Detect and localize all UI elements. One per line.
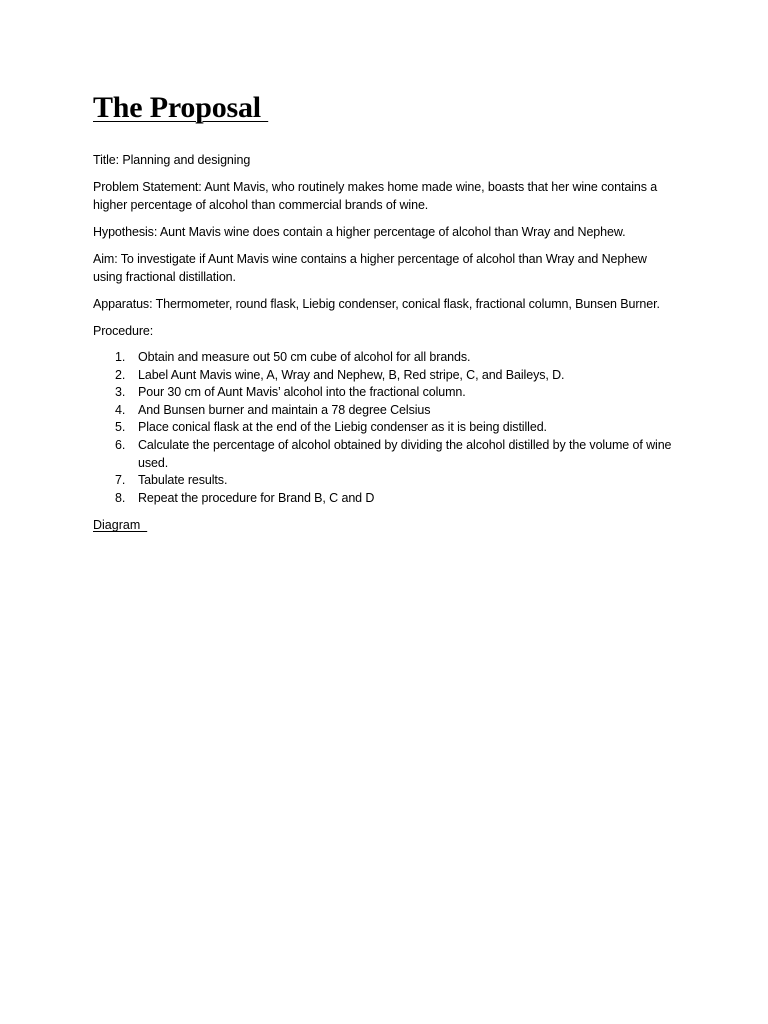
hypothesis: Hypothesis: Aunt Mavis wine does contain a higher percentage of alcohol than Wray and Nephew. <box>93 225 626 239</box>
procedure-step-number: 1. <box>115 350 126 364</box>
procedure-step-1 <box>93 349 673 367</box>
procedure-step-7 <box>93 472 673 490</box>
procedure-step-6 <box>93 437 673 472</box>
procedure-step-text: Repeat the procedure for Brand B, C and D <box>138 490 375 505</box>
procedure-step-2 <box>93 367 673 385</box>
procedure-step-3 <box>93 384 673 402</box>
procedure-heading: Procedure: <box>93 324 154 338</box>
procedure-step-number: 3. <box>115 385 126 400</box>
procedure-step-text: Pour 30 cm of Aunt Mavis’ alcohol into the fractional column. <box>138 385 466 400</box>
procedure-step-number: 8. <box>115 490 126 505</box>
document-title: The Proposal <box>93 91 269 124</box>
procedure-step-number: 4. <box>115 402 126 417</box>
procedure-step-text: Calculate the percentage of alcohol obtained by dividing the alcohol distilled by the volume of wine used. <box>138 437 672 470</box>
apparatus: Apparatus: Thermometer, round flask, Liebig condenser, conical flask, fractional column, Bunsen Burner. <box>93 297 660 311</box>
procedure-step-4 <box>93 402 673 420</box>
aim: Aim: To investigate if Aunt Mavis wine contains a higher percentage of alcohol than Wray and Nephew using fractional distillation. <box>93 252 647 284</box>
document-page <box>93 88 673 534</box>
procedure-step-number: 5. <box>115 420 126 435</box>
diagram-heading: Diagram <box>93 518 148 533</box>
title-line: Title: Planning and designing <box>93 153 251 167</box>
procedure-step-5 <box>93 419 673 437</box>
problem-statement: Problem Statement: Aunt Mavis, who routinely makes home made wine, boasts that her wine contains a higher percentage of alcohol than commercial brands of wine. <box>93 180 658 212</box>
procedure-step-number: 2. <box>115 367 126 382</box>
procedure-step-text: Obtain and measure out 50 cm cube of alcohol for all brands. <box>138 350 471 364</box>
procedure-step-text: Place conical flask at the end of the Liebig condenser as it is being distilled. <box>138 420 547 435</box>
procedure-step-8 <box>93 490 673 508</box>
procedure-list <box>93 349 673 507</box>
procedure-step-text: Tabulate results. <box>138 473 228 488</box>
procedure-step-text: And Bunsen burner and maintain a 78 degree Celsius <box>138 402 431 417</box>
procedure-step-number: 6. <box>115 437 126 452</box>
procedure-step-number: 7. <box>115 473 126 488</box>
procedure-step-text: Label Aunt Mavis wine, A, Wray and Nephew, B, Red stripe, C, and Baileys, D. <box>138 367 565 382</box>
